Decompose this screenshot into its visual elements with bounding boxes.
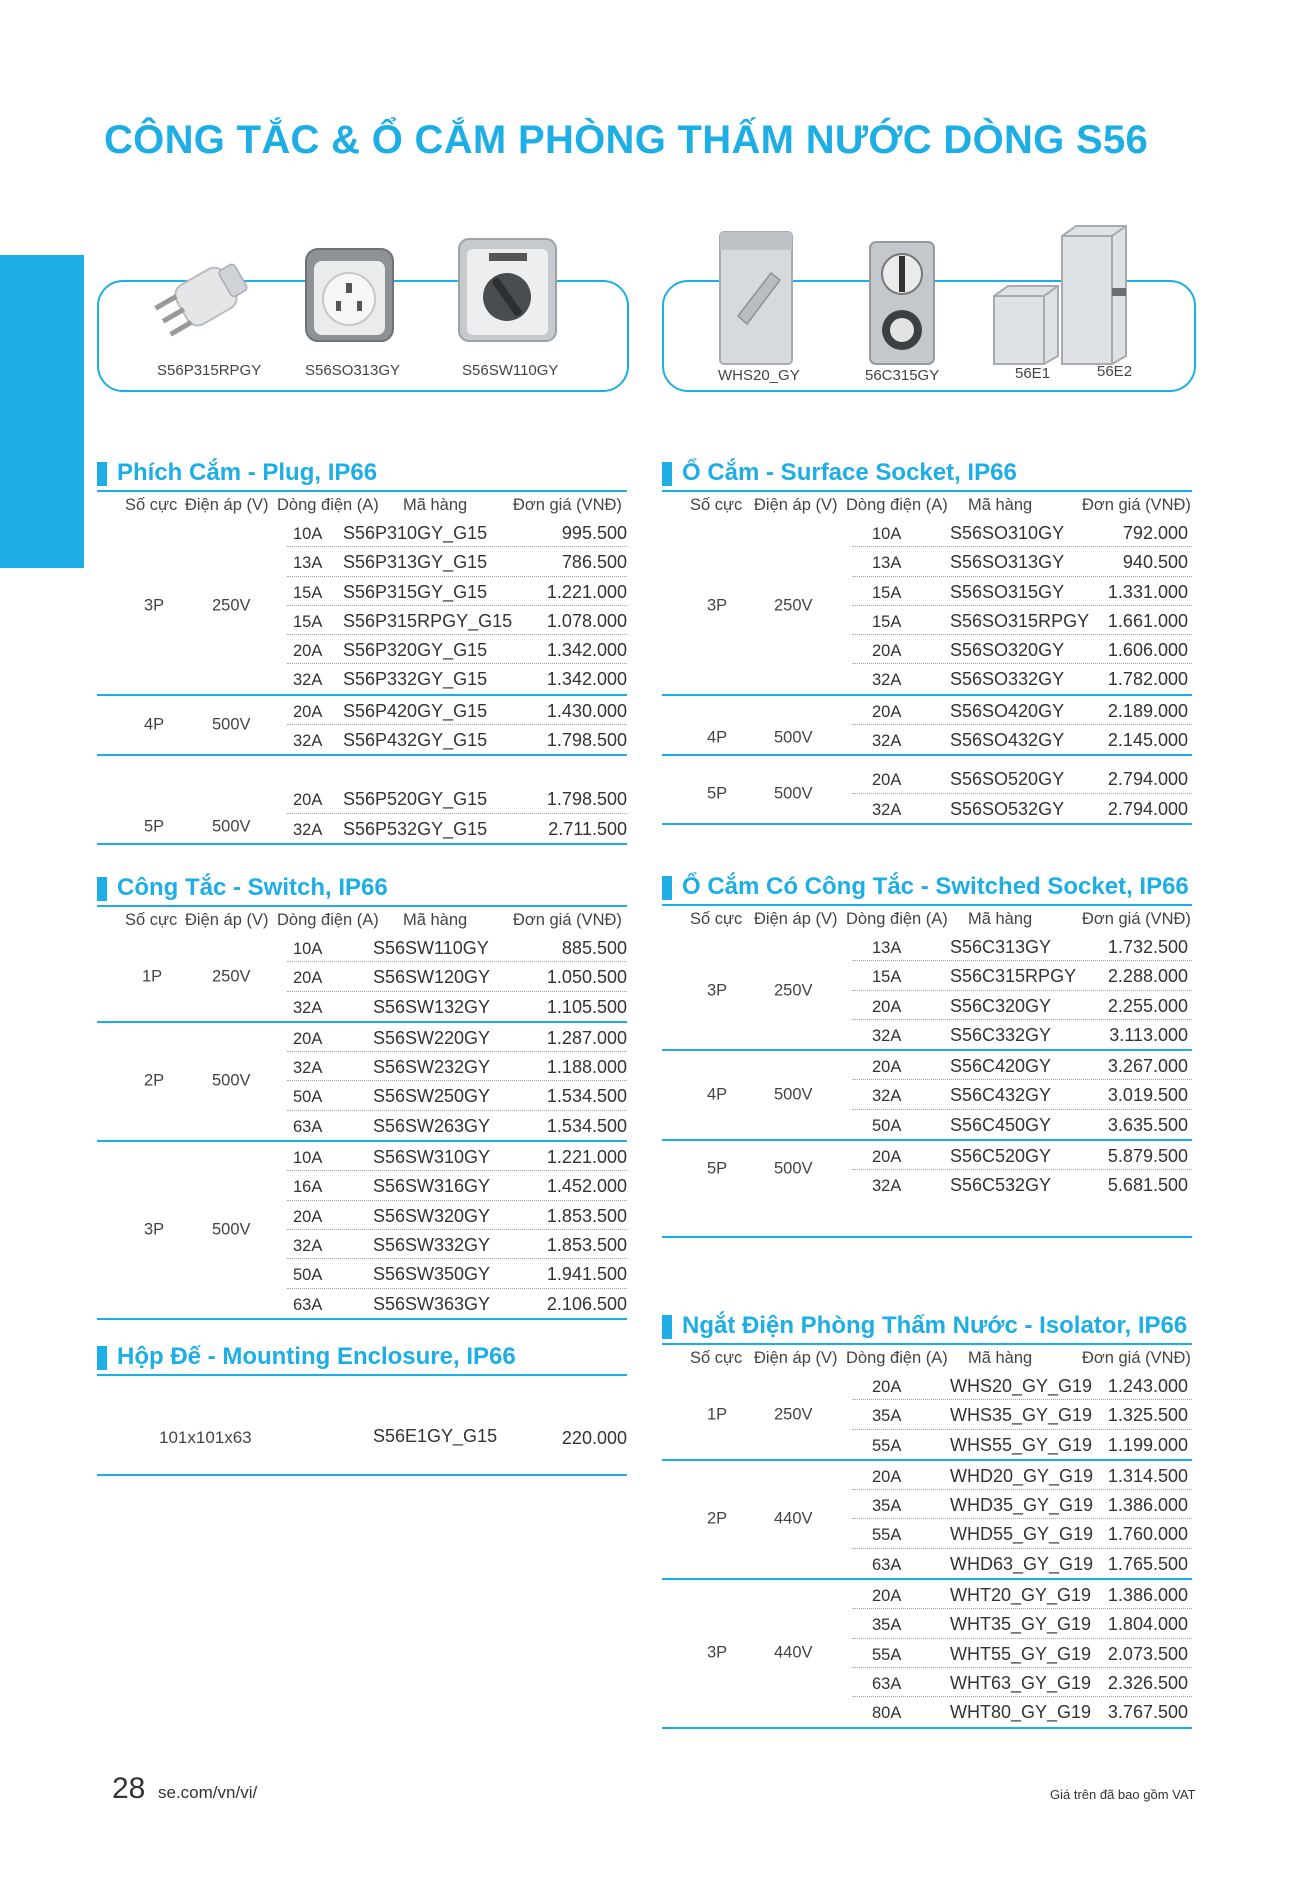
- group-poles: 2P: [144, 1071, 165, 1090]
- header-voltage: Điện áp (V): [754, 910, 838, 928]
- header-poles: Số cực: [690, 496, 743, 514]
- section-title: Ổ Cắm - Surface Socket, IP66: [662, 458, 1192, 488]
- table-row: 15A S56C315RPGY 2.288.000: [852, 961, 1192, 990]
- header-price: Đơn giá (VNĐ): [1082, 1349, 1191, 1367]
- group-voltage: 440V: [774, 1643, 813, 1662]
- group-poles: 2P: [707, 1509, 728, 1528]
- enclosure-56e2-image: [1056, 222, 1131, 367]
- header-voltage: Điện áp (V): [754, 496, 838, 514]
- enclosure-section: [97, 1342, 627, 1476]
- group-voltage: 250V: [212, 967, 251, 986]
- product-label: 56E1: [1015, 365, 1051, 382]
- table-row: 20A S56SW120GY 1.050.500: [287, 962, 627, 991]
- socket-group-3p: [662, 518, 1192, 696]
- group-poles: 4P: [707, 1085, 728, 1104]
- section-title: Ổ Cắm Có Công Tắc - Switched Socket, IP66: [662, 872, 1192, 902]
- table-row: 20A S56P520GY_G15 1.798.500: [287, 784, 627, 813]
- table-row: 55A WHD55_GY_G19 1.760.000: [852, 1519, 1192, 1548]
- table-row: 15A S56SO315RPGY 1.661.000: [852, 606, 1192, 635]
- group-poles: 3P: [707, 1643, 728, 1662]
- table-row: 32A S56SW232GY 1.188.000: [287, 1052, 627, 1081]
- group-voltage: 500V: [774, 728, 813, 747]
- side-tab: [0, 255, 84, 568]
- table-row: 35A WHS35_GY_G19 1.325.500: [852, 1400, 1192, 1429]
- product-label: S56SW110GY: [462, 362, 559, 379]
- group-voltage: 440V: [774, 1509, 813, 1528]
- table-header: [662, 492, 1192, 518]
- table-row: 15A S56P315RPGY_G15 1.078.000: [287, 606, 627, 635]
- table-row: 15A S56P315GY_G15 1.221.000: [287, 577, 627, 606]
- table-row: 55A WHS55_GY_G19 1.199.000: [872, 1434, 1188, 1455]
- isolator-section: [662, 1311, 1192, 1729]
- table-row: 10A S56SO310GY 792.000: [852, 518, 1192, 547]
- table-row: 80A WHT80_GY_G19 3.767.500: [872, 1702, 1188, 1723]
- enclosure-size: 101x101x63: [159, 1428, 252, 1447]
- group-voltage: 500V: [212, 1071, 251, 1090]
- switched-socket-image: [866, 238, 938, 368]
- header-current: Dòng điện (A): [277, 496, 379, 514]
- enclosure-row: [97, 1376, 627, 1476]
- header-code: Mã hàng: [403, 496, 468, 514]
- plug-group-3p: [97, 518, 627, 696]
- table-row: 20A S56P320GY_G15 1.342.000: [287, 635, 627, 664]
- table-row: 20A WHS20_GY_G19 1.243.000: [852, 1371, 1192, 1400]
- group-voltage: 500V: [212, 817, 251, 836]
- header-code: Mã hàng: [403, 911, 468, 929]
- header-current: Dòng điện (A): [846, 1349, 948, 1367]
- table-header: [662, 906, 1192, 932]
- group-voltage: 500V: [774, 1159, 813, 1178]
- header-code: Mã hàng: [968, 496, 1033, 514]
- header-price: Đơn giá (VNĐ): [513, 496, 622, 514]
- group-voltage: 500V: [212, 1220, 251, 1239]
- table-header: [97, 907, 627, 933]
- header-voltage: Điện áp (V): [754, 1349, 838, 1367]
- group-poles: 3P: [707, 981, 728, 1000]
- table-row: 32A S56SW132GY 1.105.500: [293, 996, 627, 1017]
- table-row: 20A S56SO520GY 2.794.000: [852, 764, 1192, 793]
- header-code: Mã hàng: [968, 1349, 1033, 1367]
- group-voltage: 250V: [774, 981, 813, 1000]
- section-title: Ngắt Điện Phòng Thấm Nước - Isolator, IP66: [662, 1311, 1192, 1341]
- enclosure-price: 220.000: [561, 1428, 627, 1448]
- table-row: 20A S56SO420GY 2.189.000: [852, 696, 1192, 725]
- group-voltage: 250V: [774, 1405, 813, 1424]
- table-row: 13A S56P313GY_G15 786.500: [287, 547, 627, 576]
- switch-group-1p: [97, 933, 627, 1023]
- page-title: CÔNG TẮC & Ổ CẮM PHÒNG THẤM NƯỚC DÒNG S56: [104, 118, 1149, 162]
- table-row: 55A WHT55_GY_G19 2.073.500: [852, 1639, 1192, 1668]
- table-row: 32A S56SO532GY 2.794.000: [872, 798, 1188, 819]
- group-poles: 3P: [144, 1220, 165, 1239]
- table-row: 10A S56SW310GY 1.221.000: [287, 1142, 627, 1171]
- vat-note: Giá trên đã bao gồm VAT: [1050, 1787, 1196, 1802]
- header-current: Dòng điện (A): [277, 911, 379, 929]
- table-row: 20A WHT20_GY_G19 1.386.000: [852, 1580, 1192, 1609]
- table-row: 20A S56SW320GY 1.853.500: [287, 1201, 627, 1230]
- enclosure-code: S56E1GY_G15: [373, 1426, 498, 1446]
- table-row: 32A S56P332GY_G15 1.342.000: [293, 669, 627, 690]
- section-title: Phích Cắm - Plug, IP66: [97, 458, 627, 488]
- table-row: 63A WHT63_GY_G19 2.326.500: [852, 1668, 1192, 1697]
- table-row: 63A S56SW263GY 1.534.500: [293, 1115, 627, 1136]
- switched-socket-group-5p: [662, 1141, 1192, 1238]
- section-title: Công Tắc - Switch, IP66: [97, 873, 627, 903]
- switched-socket-section: [662, 872, 1192, 1238]
- table-row: 13A S56C313GY 1.732.500: [852, 932, 1192, 961]
- group-poles: 5P: [144, 817, 165, 836]
- switched-socket-group-3p: [662, 932, 1192, 1051]
- table-header: [97, 492, 627, 518]
- table-row: 32A S56P532GY_G15 2.711.500: [293, 818, 627, 839]
- header-poles: Số cực: [125, 911, 178, 929]
- switch-section: [97, 873, 627, 1320]
- table-row: 20A S56C420GY 3.267.000: [852, 1051, 1192, 1080]
- table-row: 32A S56SW332GY 1.853.500: [287, 1230, 627, 1259]
- table-row: 32A S56P432GY_G15 1.798.500: [293, 730, 627, 751]
- table-row: 20A S56C520GY 5.879.500: [852, 1141, 1192, 1170]
- header-voltage: Điện áp (V): [185, 911, 269, 929]
- isolator-group-1p: [662, 1371, 1192, 1461]
- header-price: Đơn giá (VNĐ): [513, 911, 622, 929]
- switch-group-3p: [97, 1142, 627, 1320]
- isolator-group-2p: [662, 1461, 1192, 1580]
- header-current: Dòng điện (A): [846, 496, 948, 514]
- table-row: 63A WHD63_GY_G19 1.765.500: [872, 1553, 1188, 1574]
- plug-section: [97, 458, 627, 845]
- group-voltage: 500V: [774, 1085, 813, 1104]
- table-row: 32A S56SO332GY 1.782.000: [872, 669, 1188, 690]
- isolator-image: [716, 228, 796, 368]
- table-row: 63A S56SW363GY 2.106.500: [293, 1293, 627, 1314]
- socket-group-4p: [662, 696, 1192, 757]
- product-label: 56E2: [1097, 363, 1133, 380]
- table-row: 20A WHD20_GY_G19 1.314.500: [852, 1461, 1192, 1490]
- table-row: 13A S56SO313GY 940.500: [852, 547, 1192, 576]
- plug-group-4p: [97, 696, 627, 757]
- group-poles: 1P: [707, 1405, 728, 1424]
- group-voltage: 250V: [774, 596, 813, 615]
- enclosure-56e1-image: [988, 282, 1063, 367]
- header-current: Dòng điện (A): [846, 910, 948, 928]
- table-row: 35A WHT35_GY_G19 1.804.000: [852, 1609, 1192, 1638]
- table-row: 20A S56P420GY_G15 1.430.000: [287, 696, 627, 725]
- product-label: S56SO313GY: [305, 362, 401, 379]
- switch-image: [455, 235, 560, 345]
- plug-group-5p: [97, 784, 627, 845]
- table-row: 20A S56SO320GY 1.606.000: [852, 635, 1192, 664]
- header-poles: Số cực: [690, 1349, 743, 1367]
- group-voltage: 500V: [212, 715, 251, 734]
- table-row: 16A S56SW316GY 1.452.000: [287, 1171, 627, 1200]
- table-row: 20A S56SW220GY 1.287.000: [287, 1023, 627, 1052]
- group-voltage: 500V: [774, 784, 813, 803]
- group-voltage: 250V: [212, 596, 251, 615]
- table-row: 32A S56C532GY 5.681.500: [872, 1175, 1188, 1196]
- table-row: 35A WHD35_GY_G19 1.386.000: [852, 1490, 1192, 1519]
- table-row: 20A S56C320GY 2.255.000: [852, 991, 1192, 1020]
- table-row: 32A S56C332GY 3.113.000: [872, 1024, 1188, 1045]
- header-poles: Số cực: [125, 496, 178, 514]
- plug-image: [150, 250, 260, 350]
- group-poles: 1P: [142, 967, 163, 986]
- product-label: WHS20_GY: [718, 367, 800, 384]
- header-poles: Số cực: [690, 910, 743, 928]
- group-poles: 4P: [144, 715, 165, 734]
- socket-image: [302, 245, 397, 345]
- header-price: Đơn giá (VNĐ): [1082, 496, 1191, 514]
- switch-group-2p: [97, 1023, 627, 1142]
- product-label: S56P315RPGY: [157, 362, 262, 379]
- footer-url[interactable]: se.com/vn/vi/: [158, 1783, 258, 1802]
- socket-section: [662, 458, 1192, 825]
- table-row: 50A S56SW350GY 1.941.500: [287, 1259, 627, 1288]
- header-code: Mã hàng: [968, 910, 1033, 928]
- group-poles: 3P: [707, 596, 728, 615]
- header-voltage: Điện áp (V): [185, 496, 269, 514]
- table-row: 10A S56P310GY_G15 995.500: [287, 518, 627, 547]
- table-row: 50A S56C450GY 3.635.500: [872, 1114, 1188, 1135]
- header-price: Đơn giá (VNĐ): [1082, 910, 1191, 928]
- table-row: 15A S56SO315GY 1.331.000: [852, 577, 1192, 606]
- table-row: 32A S56SO432GY 2.145.000: [872, 730, 1188, 751]
- group-poles: 4P: [707, 728, 728, 747]
- switched-socket-group-4p: [662, 1051, 1192, 1141]
- table-header: [662, 1345, 1192, 1371]
- section-title: Hộp Đế - Mounting Enclosure, IP66: [97, 1342, 627, 1372]
- page-number: 28: [112, 1772, 146, 1805]
- group-poles: 3P: [144, 596, 165, 615]
- isolator-group-3p: [662, 1580, 1192, 1728]
- socket-group-5p: [662, 764, 1192, 825]
- table-row: 10A S56SW110GY 885.500: [287, 933, 627, 962]
- product-label: 56C315GY: [865, 367, 940, 384]
- group-poles: 5P: [707, 1159, 728, 1178]
- table-row: 32A S56C432GY 3.019.500: [852, 1080, 1192, 1109]
- table-row: 50A S56SW250GY 1.534.500: [287, 1081, 627, 1110]
- group-poles: 5P: [707, 784, 728, 803]
